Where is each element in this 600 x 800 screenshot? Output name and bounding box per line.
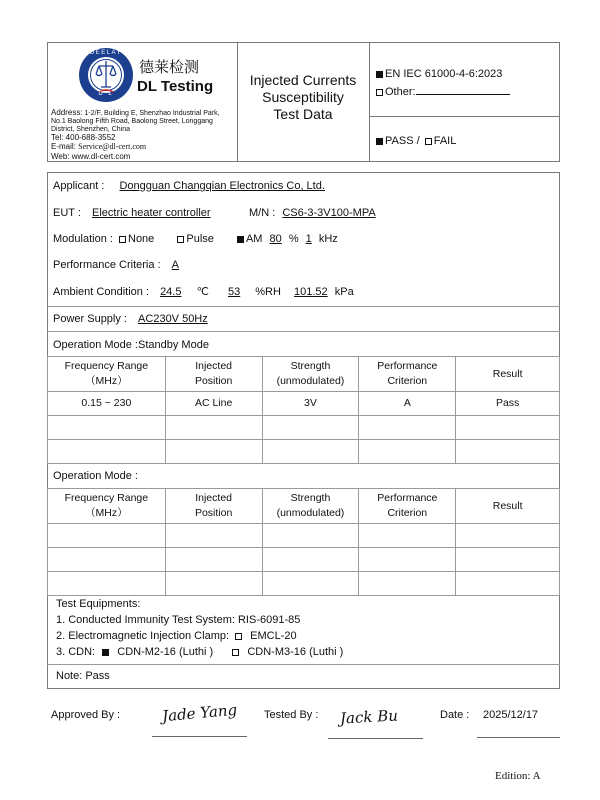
op-mode-1-value: Standby Mode xyxy=(138,339,209,351)
rh-unit: %RH xyxy=(255,286,281,298)
equipment-item-3 xyxy=(56,646,343,658)
temp-value: 24.5 xyxy=(160,286,182,298)
mod-am-checkbox-checked[interactable] xyxy=(237,236,244,243)
report-title-line-2: Susceptibility xyxy=(262,89,344,105)
cell-criterion xyxy=(359,548,456,572)
standard-label: EN IEC 61000-4-6:2023 xyxy=(385,68,503,80)
cell-position xyxy=(165,524,262,548)
cell-strength xyxy=(262,416,359,440)
cell-criterion: A xyxy=(359,392,456,416)
cell-criterion xyxy=(359,440,456,464)
company-web: Web: www.dl-cert.com xyxy=(51,152,131,161)
date-label: Date : xyxy=(440,709,470,721)
cell-position xyxy=(165,572,262,596)
header-strength: Strength (unmodulated) xyxy=(262,489,359,524)
company-name-en: DL Testing xyxy=(137,78,214,95)
model-value: CS6-3-3V100-MPA xyxy=(282,207,376,219)
tested-signature: Jack Bu xyxy=(339,706,399,728)
ambient-row xyxy=(53,285,354,298)
criteria-row xyxy=(53,259,187,271)
table-row xyxy=(48,524,560,548)
note: Note: Pass xyxy=(56,670,110,682)
cell-strength xyxy=(262,548,359,572)
cell-strength: 3V xyxy=(262,392,359,416)
cell-result xyxy=(456,416,560,440)
mod-am-label: AM xyxy=(245,233,263,245)
pressure-unit: kPa xyxy=(334,286,354,298)
power-row xyxy=(53,313,216,325)
cell-position xyxy=(165,416,262,440)
criteria-label: Performance Criteria : xyxy=(53,259,161,271)
table-row xyxy=(48,392,560,416)
cell-result xyxy=(456,572,560,596)
date-value: 2025/12/17 xyxy=(483,709,539,721)
cell-position xyxy=(165,440,262,464)
table-row xyxy=(48,416,560,440)
mod-pulse-checkbox[interactable] xyxy=(177,236,184,243)
modulation-label: Modulation : xyxy=(53,233,113,245)
logo-ring-bottom-text: D L xyxy=(98,91,114,97)
other-checkbox[interactable] xyxy=(376,89,383,96)
rh-value: 53 xyxy=(227,286,241,298)
cell-criterion xyxy=(359,416,456,440)
address-text: 1-2/F, Building E, Shenzhao Industrial Park, No.1 Baolong Fifth Road, Baolong Street, Longgang District, Shenzhen, China xyxy=(51,110,220,134)
table-row xyxy=(48,572,560,596)
am-freq-value: 1 xyxy=(305,233,312,245)
equipment-title: Test Equipments: xyxy=(56,598,141,610)
am-depth-value: 80 xyxy=(269,233,282,245)
cell-freq xyxy=(48,548,166,572)
results-table-2 xyxy=(47,488,560,596)
pass-label: PASS / xyxy=(385,135,420,147)
email-label: E-mail: xyxy=(51,142,76,151)
cell-strength xyxy=(262,524,359,548)
company-address xyxy=(51,109,235,135)
report-title-line-1: Injected Currents xyxy=(249,72,357,88)
table-row xyxy=(48,548,560,572)
header-criterion: Performance Criterion xyxy=(359,357,456,392)
temp-unit: ℃ xyxy=(196,286,209,298)
cell-result xyxy=(456,524,560,548)
applicant-value: Dongguan Changqian Electronics Co, Ltd. xyxy=(119,180,325,192)
standard-option xyxy=(376,68,502,80)
cell-position: AC Line xyxy=(165,392,262,416)
mod-none-checkbox[interactable] xyxy=(119,236,126,243)
logo-ring-top-text: DEELAY xyxy=(89,50,123,56)
company-tel: Tel: 400-688-3552 xyxy=(51,133,116,142)
cdn-m3-label: CDN-M3-16 (Luthi ) xyxy=(247,646,344,658)
cell-strength xyxy=(262,572,359,596)
cell-result xyxy=(456,548,560,572)
mod-pulse-label: Pulse xyxy=(186,233,214,245)
model-label: M/N : xyxy=(249,207,276,219)
am-khz-label: kHz xyxy=(318,233,338,245)
equipment-item-2 xyxy=(56,630,297,642)
eut-value: Electric heater controller xyxy=(91,207,211,219)
model-row xyxy=(249,207,380,219)
header-result: Result xyxy=(456,357,560,392)
fail-checkbox[interactable] xyxy=(425,138,432,145)
modulation-row xyxy=(53,233,338,245)
header-position: Injected Position xyxy=(165,489,262,524)
table-header-row xyxy=(48,489,560,524)
equipment-item-2-value: EMCL-20 xyxy=(250,630,297,642)
cell-freq xyxy=(48,572,166,596)
table-header-row xyxy=(48,357,560,392)
cdn-m2-label: CDN-M2-16 (Luthi ) xyxy=(117,646,214,658)
divider-note-top xyxy=(47,664,560,665)
pressure-value: 101.52 xyxy=(294,286,328,298)
header-strength: Strength (unmodulated) xyxy=(262,357,359,392)
equipment-item-2-label: 2. Electromagnetic Injection Clamp: xyxy=(56,630,230,642)
criteria-value: A xyxy=(171,259,179,271)
email-value: Service@dl-cert.com xyxy=(78,142,147,151)
divider-power-bottom xyxy=(47,331,560,332)
cell-criterion xyxy=(359,524,456,548)
power-label: Power Supply : xyxy=(53,313,127,325)
header-position: Injected Position xyxy=(165,357,262,392)
equipment-item-3-label: 3. CDN: xyxy=(56,646,96,658)
address-label: Address: xyxy=(51,108,83,117)
cdn-m3-checkbox[interactable] xyxy=(232,649,239,656)
verdict-options xyxy=(376,135,456,147)
approved-signature-line xyxy=(152,736,247,737)
cell-freq xyxy=(48,416,166,440)
equipment-item-1: 1. Conducted Immunity Test System: RIS-6091-85 xyxy=(56,614,301,626)
cdn-m2-checkbox-checked[interactable] xyxy=(102,649,109,656)
edition-label: Edition: A xyxy=(495,770,541,782)
power-value: AC230V 50Hz xyxy=(138,313,208,325)
table-row xyxy=(48,440,560,464)
applicant-row xyxy=(53,180,337,192)
other-blank xyxy=(416,85,510,95)
cell-result xyxy=(456,440,560,464)
applicant-label: Applicant : xyxy=(53,180,105,192)
header-freq: Frequency Range （MHz） xyxy=(48,357,166,392)
cell-freq xyxy=(48,524,166,548)
clamp-checkbox[interactable] xyxy=(235,633,242,640)
cell-result: Pass xyxy=(456,392,560,416)
company-name-cn: 德莱检测 xyxy=(139,58,200,76)
header-freq: Frequency Range （MHz） xyxy=(48,489,166,524)
pass-checkbox-checked[interactable] xyxy=(376,138,383,145)
cell-freq: 0.15 ~ 230 xyxy=(48,392,166,416)
other-label: Other: xyxy=(385,86,416,98)
eut-row xyxy=(53,207,219,219)
eut-label: EUT : xyxy=(53,207,81,219)
op-mode-1-label: Operation Mode : xyxy=(53,339,138,351)
approved-signature: Jade Yang xyxy=(161,700,238,726)
am-percent-label: % xyxy=(288,233,299,245)
header-criterion: Performance Criterion xyxy=(359,489,456,524)
header-result: Result xyxy=(456,489,560,524)
report-title xyxy=(237,72,369,123)
approved-by-label: Approved By : xyxy=(51,709,121,721)
op-mode-2-row xyxy=(53,470,138,482)
cell-strength xyxy=(262,440,359,464)
other-option xyxy=(376,85,510,98)
op-mode-1-row xyxy=(53,339,209,351)
report-title-line-3: Test Data xyxy=(273,106,333,122)
cell-position xyxy=(165,548,262,572)
header-divider-2 xyxy=(369,42,370,162)
ambient-label: Ambient Condition : xyxy=(53,286,149,298)
results-table-1 xyxy=(47,356,560,464)
company-logo xyxy=(78,47,134,103)
divider-power-top xyxy=(47,306,560,307)
cell-criterion xyxy=(359,572,456,596)
op-mode-2-label: Operation Mode : xyxy=(53,470,138,482)
date-line xyxy=(477,737,560,738)
tested-by-label: Tested By : xyxy=(264,709,319,721)
tested-signature-line xyxy=(328,738,423,739)
fail-label: FAIL xyxy=(433,135,457,147)
cell-freq xyxy=(48,440,166,464)
mod-none-label: None xyxy=(128,233,155,245)
header-divider-3 xyxy=(369,116,560,117)
standard-checkbox-checked[interactable] xyxy=(376,71,383,78)
company-email xyxy=(51,142,146,151)
